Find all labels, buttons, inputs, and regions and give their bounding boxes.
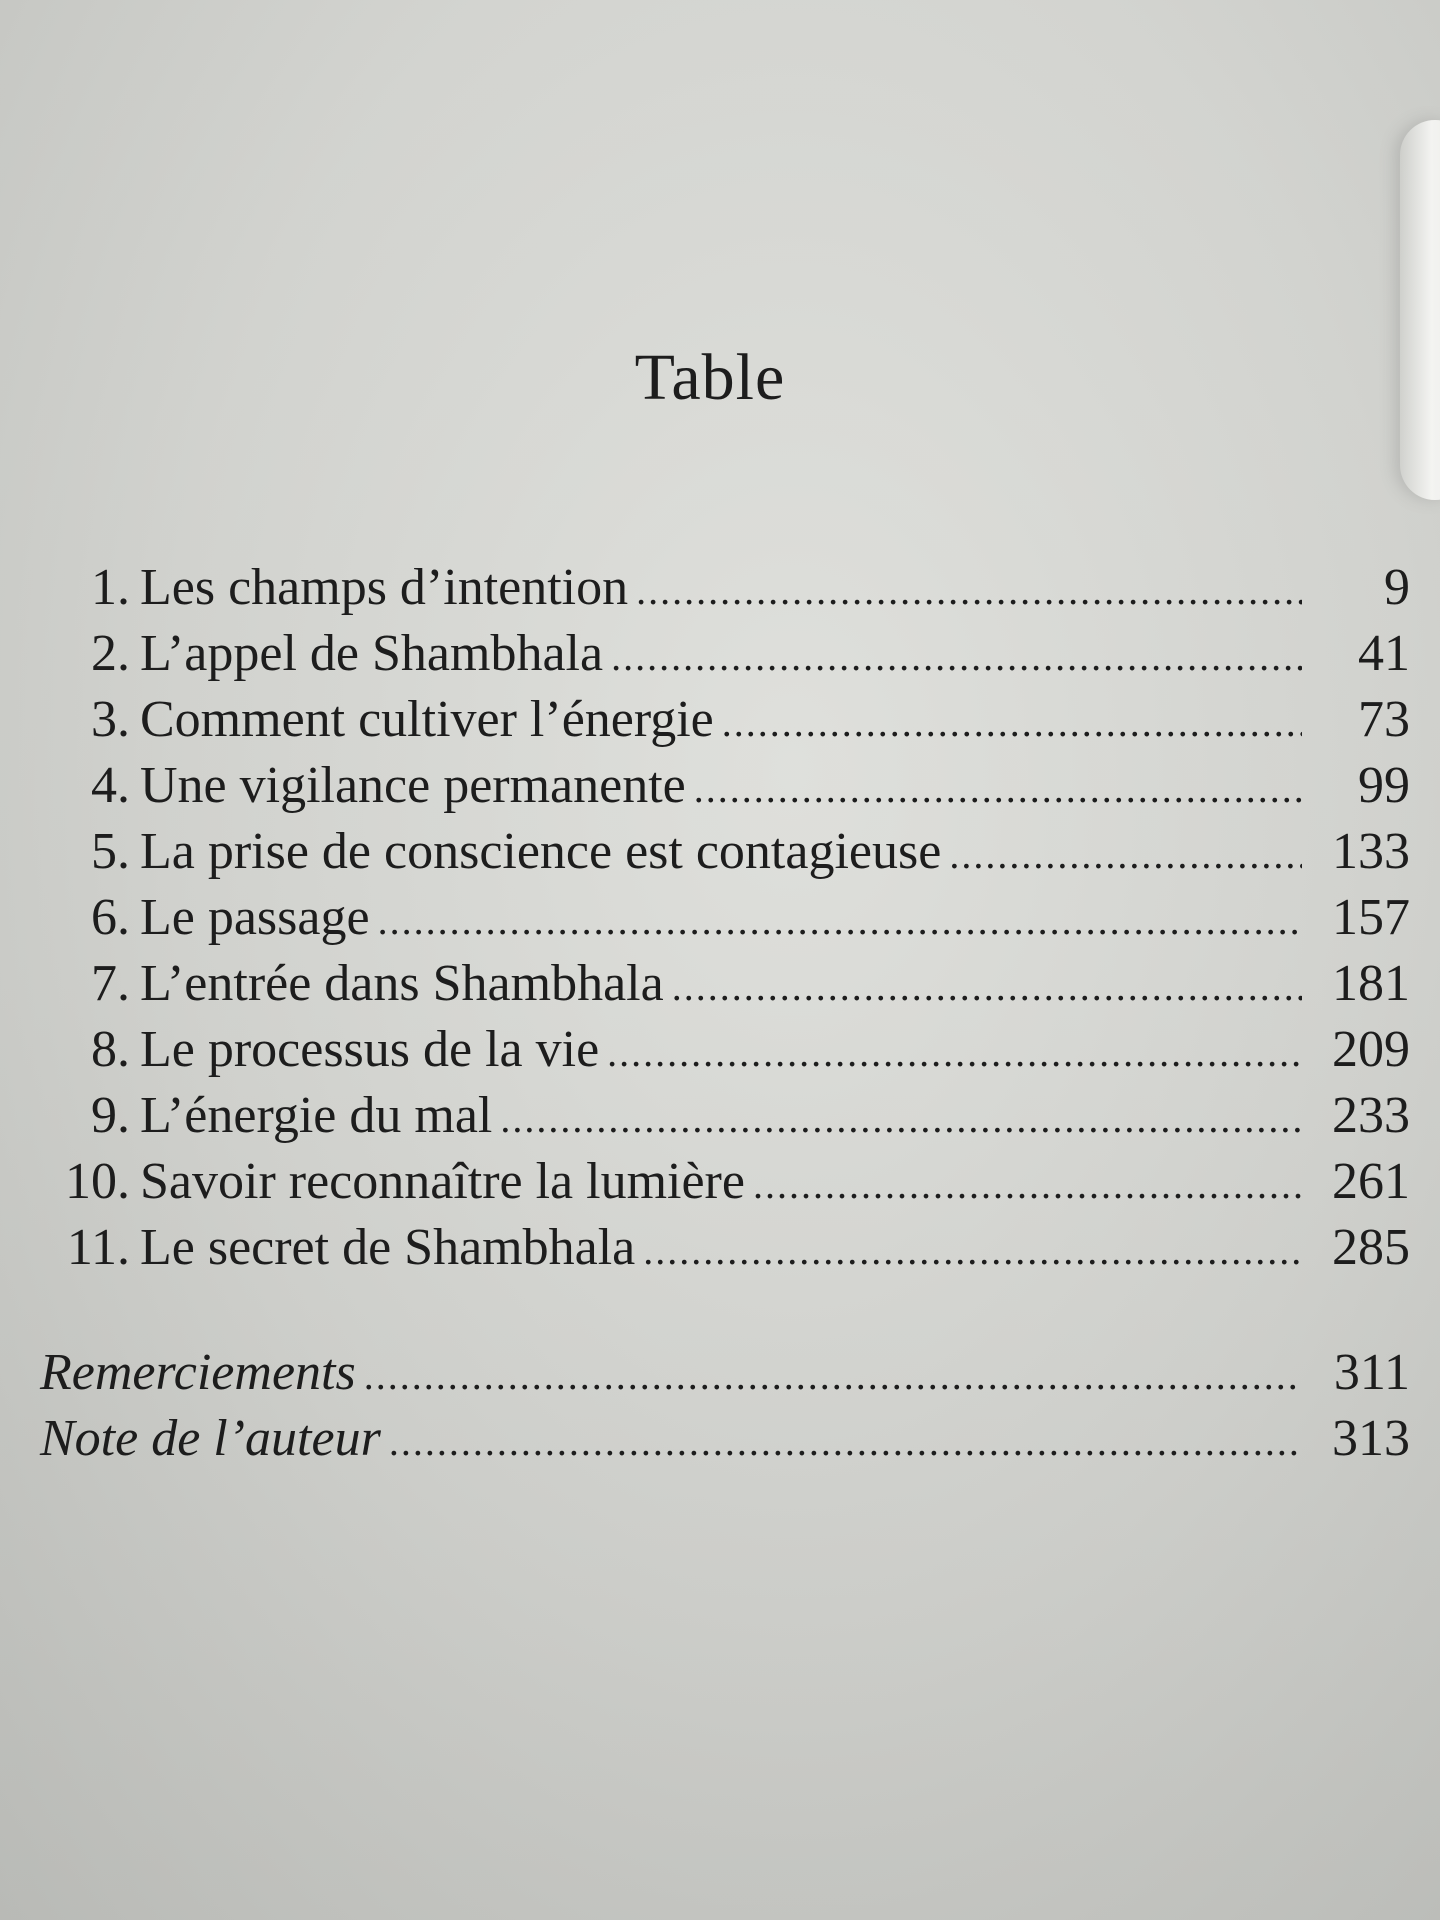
dot-leader	[389, 1409, 1302, 1475]
dot-leader	[753, 1152, 1302, 1218]
chapter-title: Le processus de la vie	[140, 1021, 600, 1078]
chapter-number: 7.	[91, 955, 130, 1012]
chapter-title: Le secret de Shambhala	[140, 1219, 636, 1276]
page-number: 209	[1332, 1021, 1410, 1078]
chapter-title: Les champs d’intention	[140, 559, 629, 616]
chapter-number: 8.	[91, 1021, 130, 1078]
dot-leader	[694, 756, 1302, 822]
adjacent-page-edge	[1400, 120, 1440, 500]
chapter-number: 9.	[91, 1087, 130, 1144]
toc-entry-8	[40, 1017, 1410, 1083]
toc-entry-7	[40, 951, 1410, 1017]
page-number: 157	[1332, 889, 1410, 946]
page-number: 311	[1333, 1344, 1410, 1401]
dot-leader	[636, 558, 1302, 624]
chapter-number: 6.	[91, 889, 130, 946]
chapter-title: Comment cultiver l’énergie	[140, 691, 714, 748]
page-number: 41	[1358, 625, 1410, 682]
page-number: 233	[1332, 1087, 1410, 1144]
page-number: 133	[1332, 823, 1410, 880]
dot-leader	[949, 822, 1302, 888]
dot-leader	[364, 1343, 1302, 1409]
dot-leader	[722, 690, 1302, 756]
toc-entry-11	[40, 1215, 1410, 1281]
chapter-number: 1.	[91, 559, 130, 616]
chapter-title: Une vigilance permanente	[140, 757, 686, 814]
toc-entry-10	[40, 1149, 1410, 1215]
toc-entry-remerciements	[40, 1340, 1410, 1406]
page-number: 313	[1332, 1410, 1410, 1467]
chapter-list	[40, 555, 1410, 1281]
dot-leader	[643, 1218, 1302, 1284]
page-number: 73	[1358, 691, 1410, 748]
toc-entry-5	[40, 819, 1410, 885]
toc-entry-4	[40, 753, 1410, 819]
toc-entry-1	[40, 555, 1410, 621]
page-number: 9	[1384, 559, 1410, 616]
toc-entry-9	[40, 1083, 1410, 1149]
chapter-number: 11.	[66, 1219, 130, 1276]
chapter-title: La prise de conscience est contagieuse	[140, 823, 942, 880]
chapter-number: 4.	[91, 757, 130, 814]
toc-entry-6	[40, 885, 1410, 951]
toc-entry-note-auteur	[40, 1406, 1410, 1472]
page-number: 285	[1332, 1219, 1410, 1276]
back-matter-list	[40, 1340, 1410, 1472]
dot-leader	[672, 954, 1302, 1020]
dot-leader	[500, 1086, 1302, 1152]
dot-leader	[378, 888, 1302, 954]
page-number: 261	[1332, 1153, 1410, 1210]
chapter-title: Le passage	[140, 889, 370, 946]
dot-leader	[607, 1020, 1302, 1086]
chapter-number: 3.	[91, 691, 130, 748]
chapter-title: Savoir reconnaître la lumière	[140, 1153, 745, 1210]
toc-entry-3	[40, 687, 1410, 753]
dot-leader	[611, 624, 1302, 690]
chapter-title: L’appel de Shambhala	[140, 625, 604, 682]
chapter-number: 2.	[91, 625, 130, 682]
chapter-title: L’énergie du mal	[140, 1087, 493, 1144]
back-matter-title: Remerciements	[40, 1344, 356, 1401]
chapter-number: 10.	[65, 1153, 130, 1210]
toc-entry-2	[40, 621, 1410, 687]
page-number: 181	[1332, 955, 1410, 1012]
chapter-number: 5.	[91, 823, 130, 880]
page-title: Table	[634, 341, 786, 414]
page-number: 99	[1358, 757, 1410, 814]
back-matter-title: Note de l’auteur	[40, 1410, 381, 1467]
chapter-title: L’entrée dans Shambhala	[140, 955, 664, 1012]
